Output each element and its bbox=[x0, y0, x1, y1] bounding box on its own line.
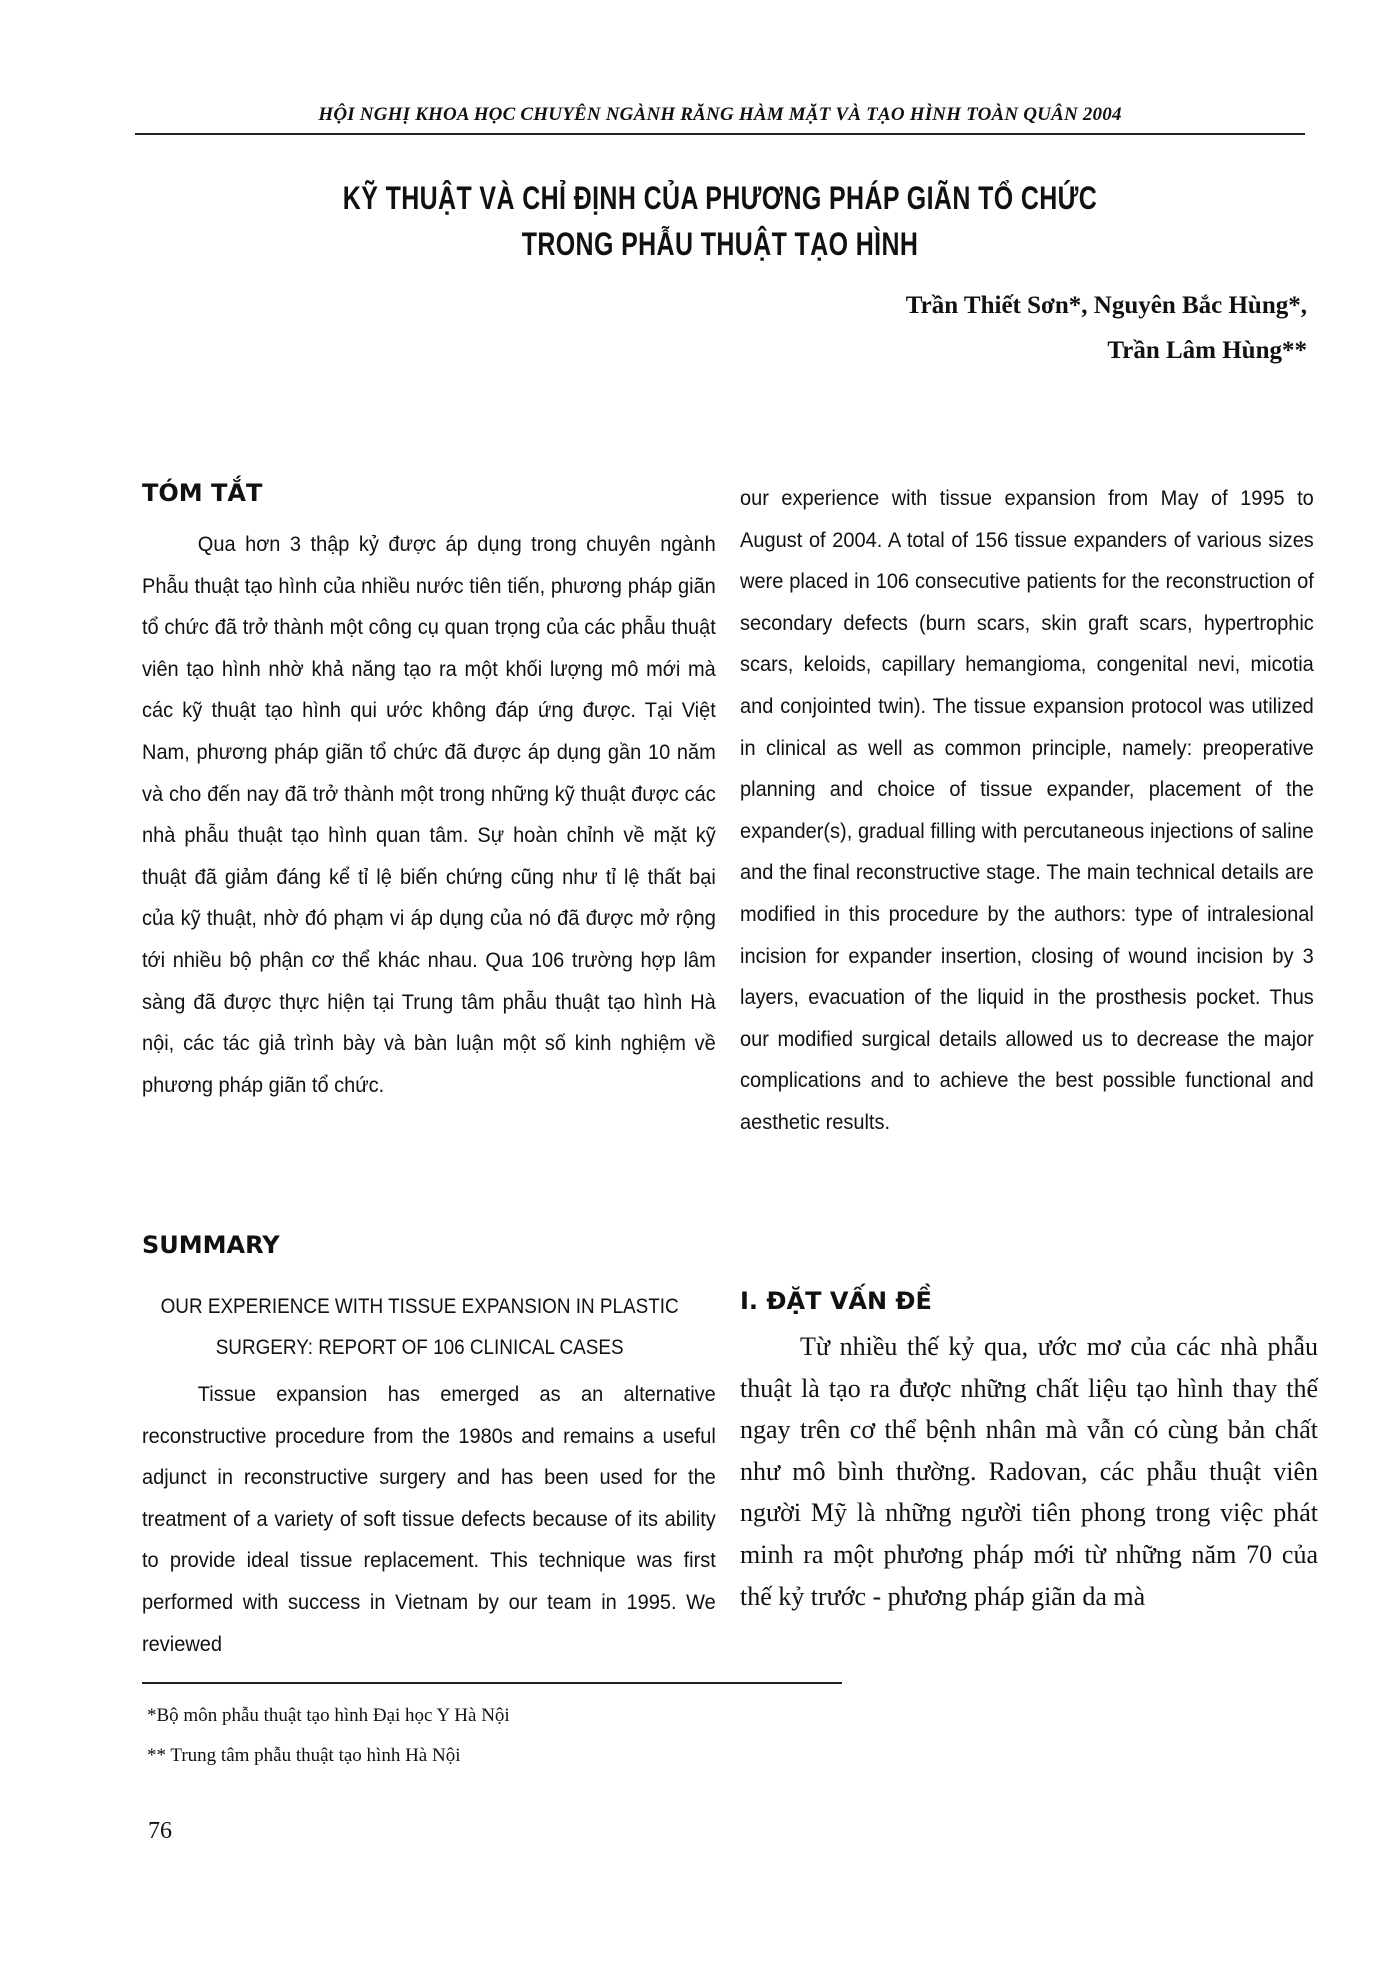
summary-subtitle: OUR EXPERIENCE WITH TISSUE EXPANSION IN PLASTIC SURGERY: REPORT OF 106 CLINICAL CASES bbox=[160, 1295, 679, 1359]
title-line-2: TRONG PHẪU THUẬT TẠO HÌNH bbox=[521, 226, 919, 262]
summary-body-right: our experience with tissue expansion from May of 1995 to August of 2004. A total of 156 tissue expanders of various sizes were placed in 106 consecutive patients for the reconstruction of secondary defects (burn scars, skin graft scars, hypertrophic scars, keloids, capillary hemangioma, congenital nevi, micotia and conjointed twin). The tissue expansion protocol was utilized in clinical as well as common principle, namely: preoperative planning and choice of tissue expander, placement of the expander(s), gradual filling with percutaneous injections of saline and the final reconstructive stage. The main technical details are modified in this procedure by the authors: type of intralesional incision for expander insertion, closing of wound incision by 3 layers, evacuation of the liquid in the prosthesis pocket. Thus our modified surgical details allowed us to decrease the major complications and to achieve the best possible functional and aesthetic results. bbox=[740, 486, 1314, 1134]
authors-line-2: Trần Lâm Hùng** bbox=[1107, 337, 1307, 364]
footnote-rule bbox=[142, 1682, 842, 1684]
authors-line-1: Trần Thiết Sơn*, Nguyên Bắc Hùng*, bbox=[905, 292, 1307, 319]
authors bbox=[607, 283, 1307, 373]
title-line-1: KỸ THUẬT VÀ CHỈ ĐỊNH CỦA PHƯƠNG PHÁP GIÃN TỔ CHỨC bbox=[342, 180, 1098, 216]
tom-tat-body: Qua hơn 3 thập kỷ được áp dụng trong chuyên ngành Phẫu thuật tạo hình của nhiều nước tiên tiến, phương pháp giãn tổ chức đã trở thành một công cụ quan trọng của các phẫu thuật viên tạo hình nhờ khả năng tạo ra một khối lượng mô mới mà các kỹ thuật tạo hình qui ước không đáp ứng được. Tại Việt Nam, phương pháp giãn tổ chức đã được áp dụng gần 10 năm và cho đến nay đã trở thành một trong những kỹ thuật được các nhà phẫu thuật tạo hình quan tâm. Sự hoàn chỉnh về mặt kỹ thuật đã giảm đáng kể tỉ lệ biến chứng cũng như tỉ lệ thất bại của kỹ thuật, nhờ đó phạm vi áp dụng của nó đã được mở rộng tới nhiều bộ phận cơ thể khác nhau. Qua 106 trường hợp lâm sàng đã được thực hiện tại Trung tâm phẫu thuật tạo hình Hà nội, các tác giả trình bày và bàn luận một số kinh nghiệm về phương pháp giãn tổ chức. bbox=[142, 532, 716, 1097]
tom-tat-heading: TÓM TẮT bbox=[142, 479, 263, 507]
section-1-body: Từ nhiều thế kỷ qua, ước mơ của các nhà phẫu thuật là tạo ra được những chất liệu tạo hình thay thế ngay trên cơ thể bệnh nhân mà vẫn có cùng bản chất như mô bình thường. Radovan, các phẫu thuật viên người Mỹ là những người tiên phong trong việc phát minh ra một phương pháp mới từ những năm 70 của thế kỷ trước - phương pháp giãn da mà bbox=[740, 1332, 1318, 1611]
article-title bbox=[314, 175, 1125, 267]
summary-body-left: Tissue expansion has emerged as an alternative reconstructive procedure from the 1980s and remains a useful adjunct in reconstructive surgery and has been used for the treatment of a variety of soft tissue defects because of its ability to provide ideal tissue replacement. This technique was first performed with success in Vietnam by our team in 1995. We reviewed bbox=[142, 1382, 716, 1656]
footnote-2: ** Trung tâm phẫu thuật tạo hình Hà Nội bbox=[147, 1745, 461, 1766]
footnotes bbox=[147, 1696, 847, 1776]
running-header: HỘI NGHỊ KHOA HỌC CHUYÊN NGÀNH RĂNG HÀM MẶT VÀ TẠO HÌNH TOÀN QUÂN 2004 bbox=[318, 104, 1122, 125]
summary-heading: SUMMARY bbox=[142, 1231, 280, 1259]
header-rule bbox=[135, 133, 1305, 135]
section-1-heading: I. ĐẶT VẤN ĐỀ bbox=[740, 1287, 932, 1315]
page-number: 76 bbox=[148, 1818, 172, 1844]
footnote-1: *Bộ môn phẫu thuật tạo hình Đại học Y Hà Nội bbox=[147, 1705, 510, 1726]
